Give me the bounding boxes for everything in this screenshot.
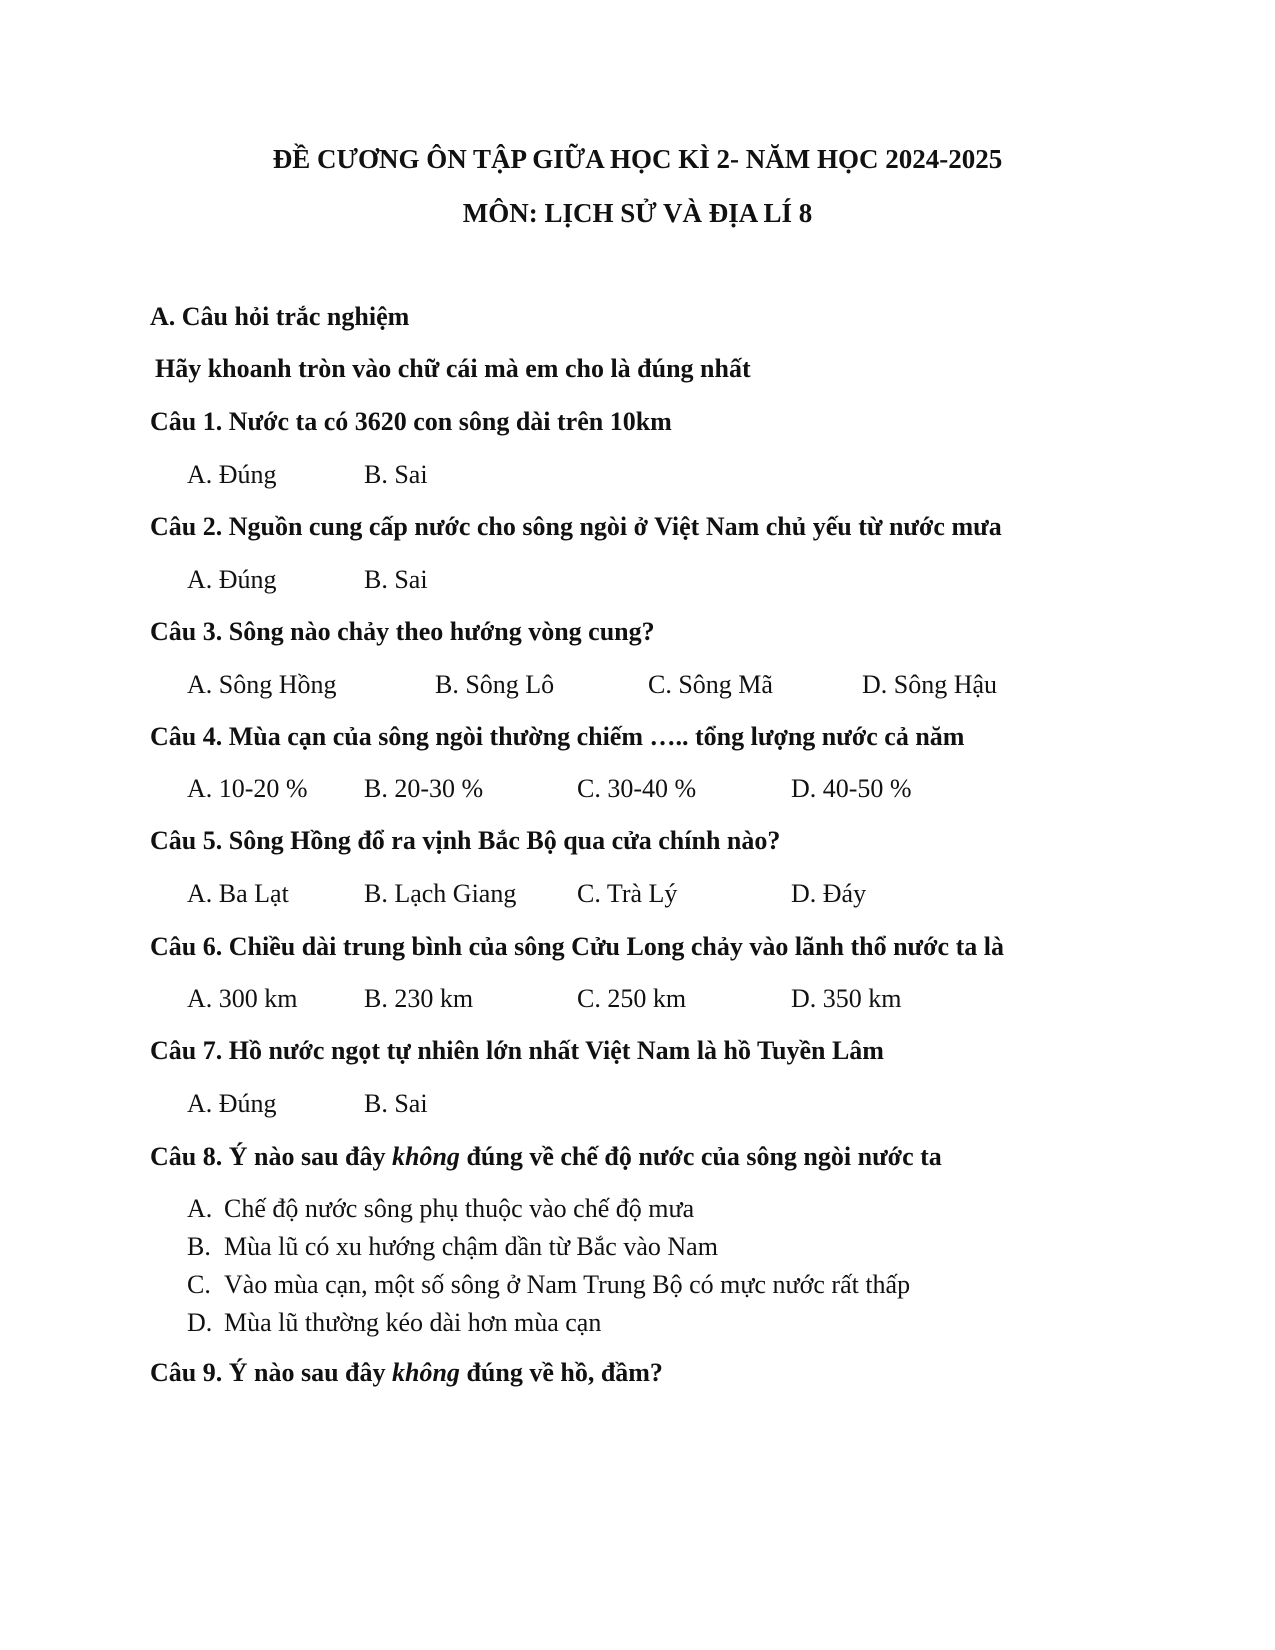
option-c [187, 1269, 910, 1307]
option-text: Chế độ nước sông phụ thuộc vào chế độ mưa [224, 1194, 695, 1223]
option-a: A. 300 km [187, 984, 298, 1013]
option-d: D. Sông Hậu [862, 670, 998, 699]
option-a: A. Ba Lạt [187, 879, 289, 908]
option-a: A. Đúng [187, 1089, 277, 1118]
question-8-emphasis: không [392, 1142, 460, 1171]
option-a: A. 10-20 % [187, 774, 308, 803]
option-text: Vào mùa cạn, một số sông ở Nam Trung Bộ có mực nước rất thấp [224, 1270, 911, 1299]
question-2: Câu 2. Nguồn cung cấp nước cho sông ngòi ở Việt Nam chủ yếu từ nước mưa [150, 512, 1002, 541]
option-a: A. Đúng [187, 565, 277, 594]
option-b: B. Sai [364, 460, 428, 489]
option-b: B. Sông Lô [435, 670, 555, 699]
option-letter: C. [187, 1270, 211, 1299]
option-b: B. 20-30 % [364, 774, 484, 803]
option-b: B. Sai [364, 1089, 428, 1118]
option-letter: B. [187, 1232, 211, 1261]
option-letter: A. [187, 1194, 213, 1223]
question-6: Câu 6. Chiều dài trung bình của sông Cửu Long chảy vào lãnh thổ nước ta là [150, 932, 1004, 961]
question-3: Câu 3. Sông nào chảy theo hướng vòng cung? [150, 617, 655, 646]
question-9-emphasis: không [392, 1358, 460, 1387]
option-c: C. 250 km [577, 984, 687, 1013]
option-letter: D. [187, 1308, 213, 1337]
option-b: B. Sai [364, 565, 428, 594]
option-b [187, 1231, 910, 1269]
question-7-options [187, 1088, 1187, 1120]
question-1-options [187, 459, 1187, 491]
option-a [187, 1193, 910, 1231]
question-8 [150, 1141, 942, 1173]
question-8-options [187, 1193, 910, 1345]
option-text: Mùa lũ thường kéo dài hơn mùa cạn [224, 1308, 602, 1337]
document-title: ĐỀ CƯƠNG ÔN TẬP GIỮA HỌC KÌ 2- NĂM HỌC 2024-2025 [272, 144, 1003, 174]
option-a: A. Sông Hồng [187, 670, 337, 699]
question-4: Câu 4. Mùa cạn của sông ngòi thường chiếm ….. tổng lượng nước cả năm [150, 722, 965, 751]
option-c: C. 30-40 % [577, 774, 697, 803]
option-text: Mùa lũ có xu hướng chậm dần từ Bắc vào Nam [224, 1232, 718, 1261]
question-9 [150, 1357, 663, 1389]
question-6-options [187, 983, 1187, 1015]
question-4-options [187, 773, 1187, 805]
option-d: D. Đáy [791, 879, 867, 908]
option-b: B. Lạch Giang [364, 879, 517, 908]
option-d: D. 40-50 % [791, 774, 912, 803]
question-5: Câu 5. Sông Hồng đổ ra vịnh Bắc Bộ qua cửa chính nào? [150, 826, 781, 855]
option-b: B. 230 km [364, 984, 474, 1013]
section-title: A. Câu hỏi trắc nghiệm [150, 302, 410, 331]
question-1: Câu 1. Nước ta có 3620 con sông dài trên 10km [150, 407, 672, 436]
option-c: C. Sông Mã [648, 670, 773, 699]
question-8-text-start: Câu 8. Ý nào sau đây [150, 1142, 393, 1171]
option-c: C. Trà Lý [577, 879, 678, 908]
section-instruction: Hãy khoanh tròn vào chữ cái mà em cho là đúng nhất [155, 354, 751, 383]
question-2-options [187, 564, 1187, 596]
option-d [187, 1307, 910, 1345]
question-5-options [187, 878, 1187, 910]
question-9-text-end: đúng về hồ, đầm? [459, 1358, 663, 1387]
subject-title: MÔN: LỊCH SỬ VÀ ĐỊA LÍ 8 [462, 198, 813, 228]
option-d: D. 350 km [791, 984, 902, 1013]
option-a: A. Đúng [187, 460, 277, 489]
question-3-options [187, 669, 1187, 701]
question-7: Câu 7. Hồ nước ngọt tự nhiên lớn nhất Việt Nam là hồ Tuyền Lâm [150, 1036, 884, 1065]
question-8-text-end: đúng về chế độ nước của sông ngòi nước ta [459, 1142, 942, 1171]
question-9-text-start: Câu 9. Ý nào sau đây [150, 1358, 393, 1387]
